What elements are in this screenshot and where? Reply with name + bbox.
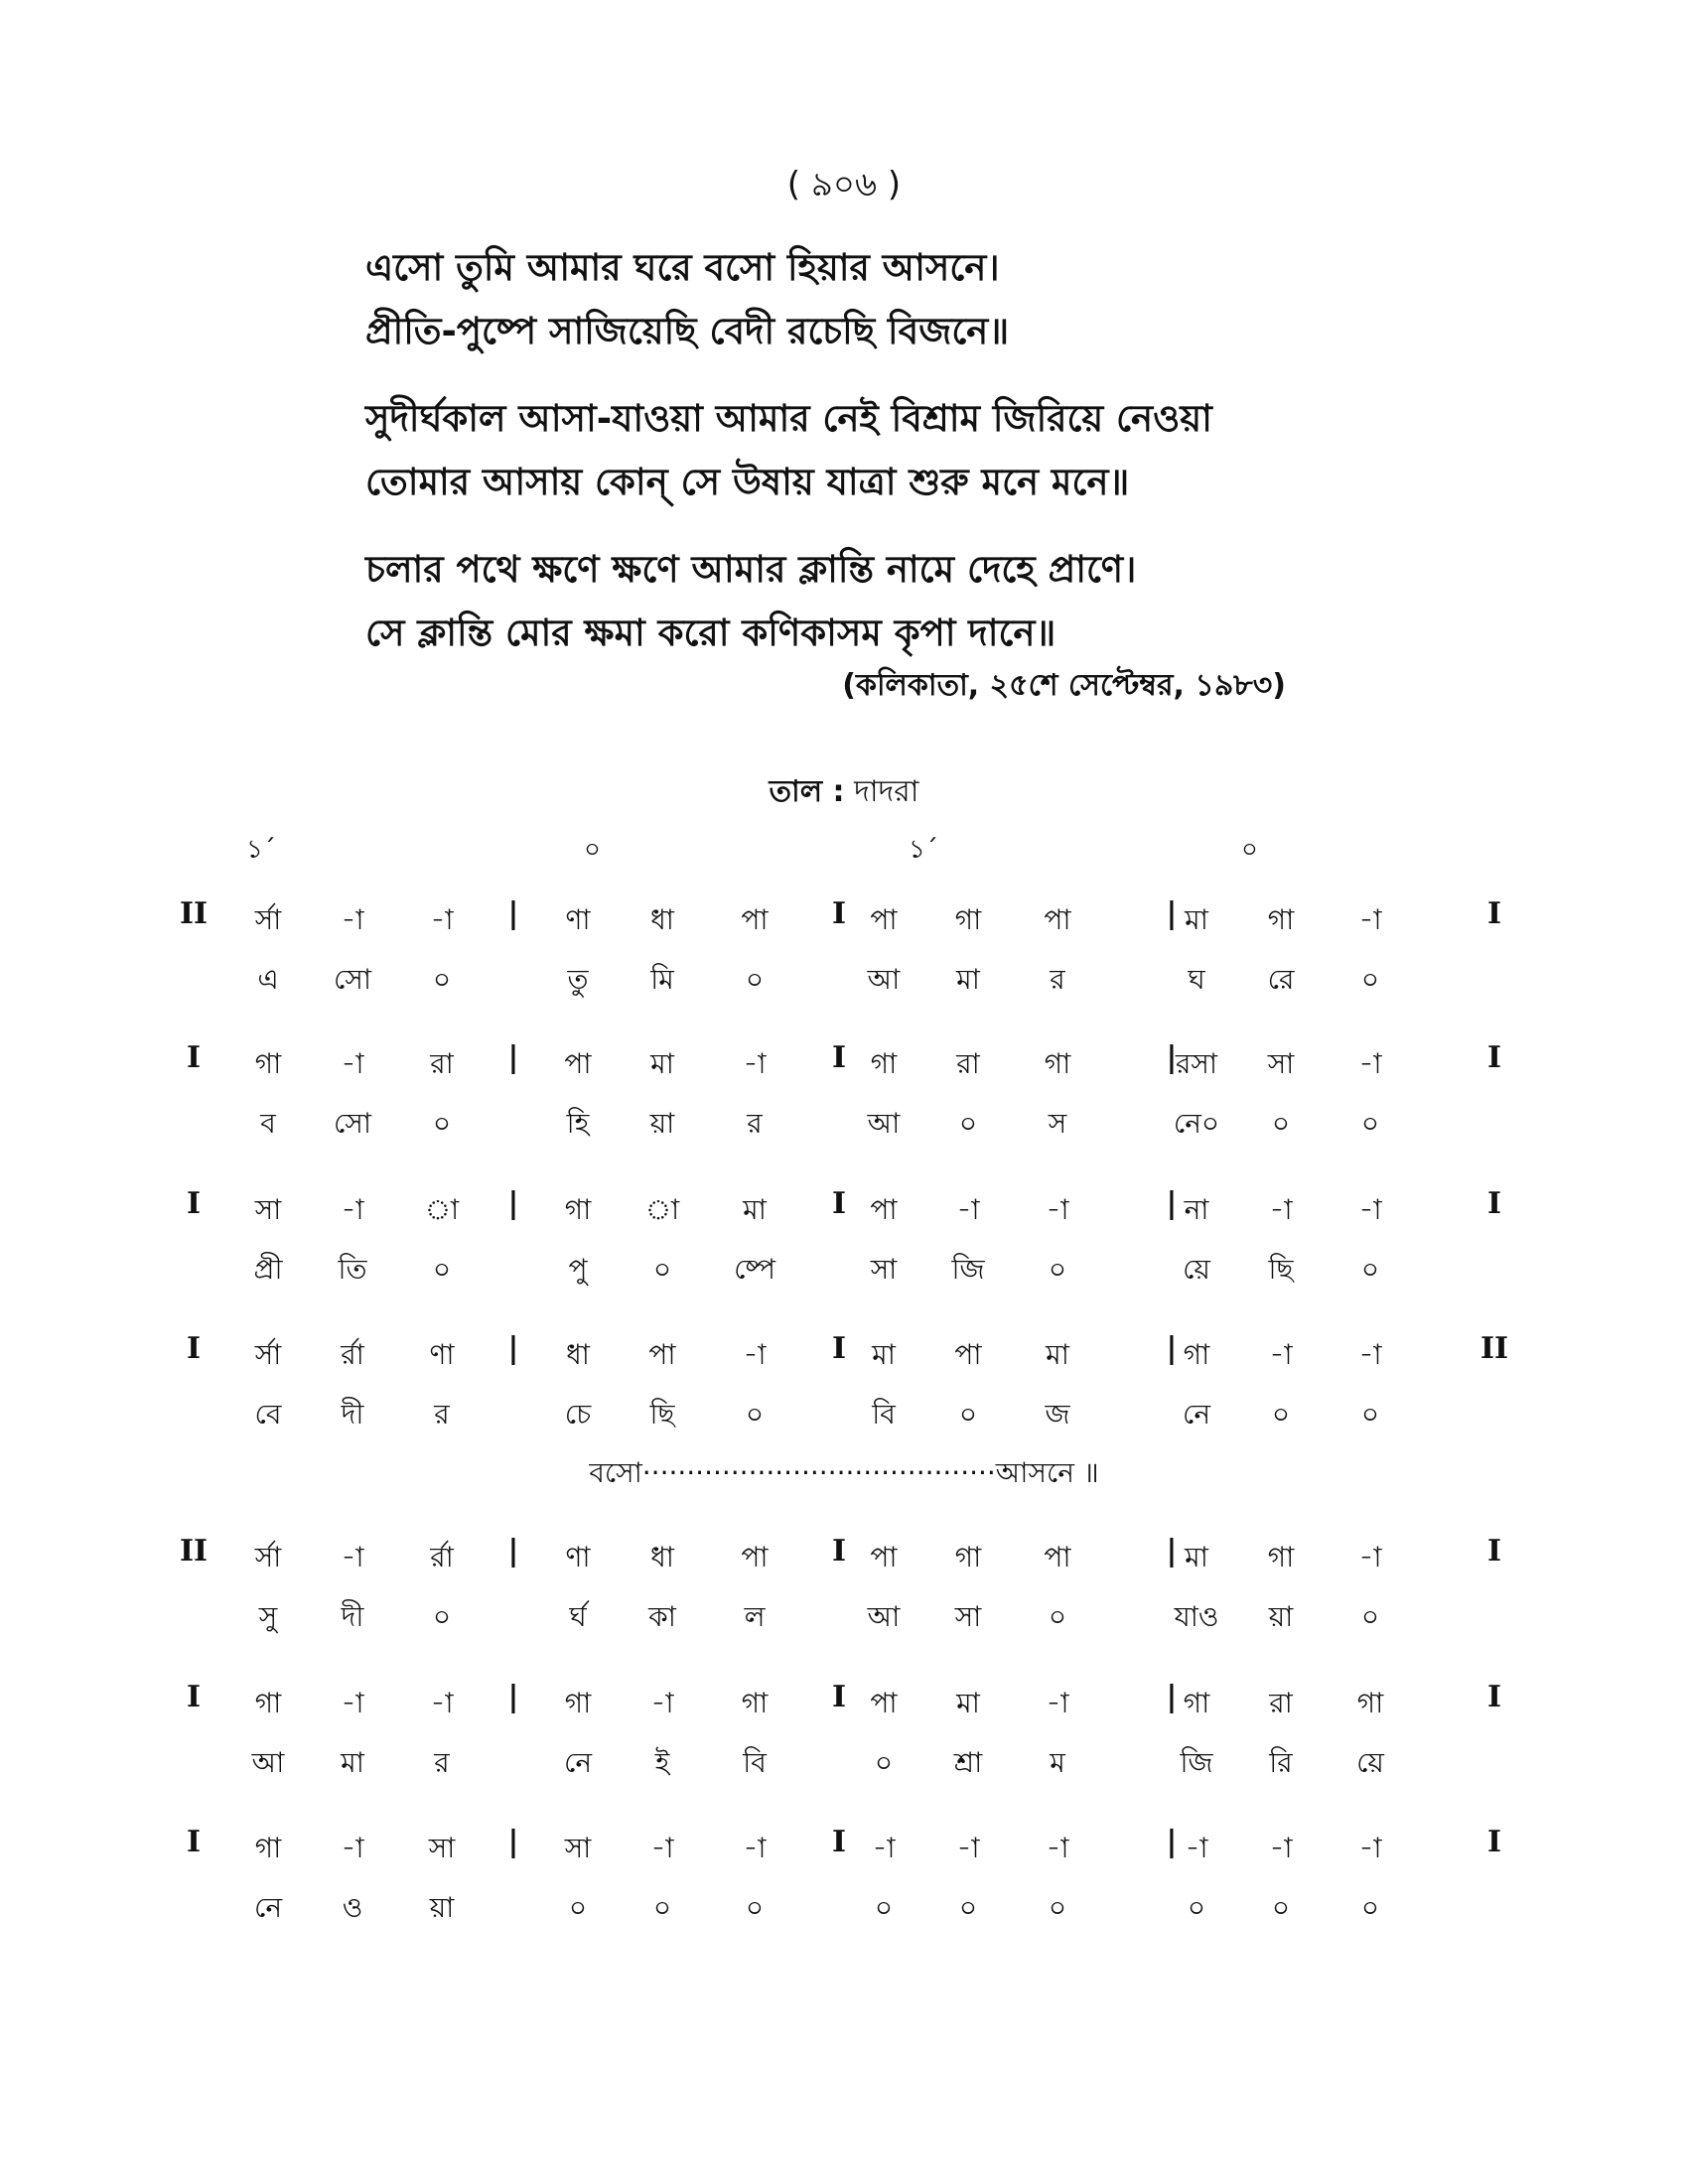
- note: -া: [956, 1832, 980, 1864]
- syllable: আ: [867, 963, 901, 996]
- note: -া: [1046, 1832, 1069, 1864]
- bar-line: I: [831, 1680, 847, 1714]
- bar-line: I: [186, 1825, 202, 1859]
- syllable: র: [747, 1107, 763, 1140]
- syllable: ০: [874, 1891, 894, 1924]
- note: -া: [341, 1047, 364, 1080]
- note: গা: [254, 1687, 282, 1719]
- bar-line: I: [1486, 1534, 1502, 1569]
- note: পা: [870, 1687, 898, 1719]
- note: ণা: [565, 1541, 591, 1573]
- note: গা: [1356, 1687, 1384, 1719]
- syllable: র: [434, 1746, 450, 1779]
- bar-line: II: [1479, 1331, 1509, 1366]
- syllable: সু: [258, 1600, 278, 1633]
- bar-line: II: [179, 1534, 209, 1569]
- syllable: ষ্পে: [734, 1253, 775, 1286]
- note: -া: [1358, 1193, 1382, 1226]
- note: পা: [741, 1541, 769, 1573]
- bar-line: |: [1166, 1040, 1178, 1075]
- syllable: ০: [745, 1398, 765, 1431]
- note: মা: [1046, 1338, 1069, 1371]
- syllable: আ: [867, 1107, 901, 1140]
- note: সা: [254, 1193, 282, 1226]
- syllable: এ: [257, 963, 279, 996]
- note: -া: [1358, 1541, 1382, 1573]
- syllable: ০: [1360, 1253, 1380, 1286]
- syllable: তি: [338, 1253, 367, 1286]
- syllable: ০: [1048, 1600, 1067, 1633]
- note: সা: [1267, 1047, 1295, 1080]
- syllable: ম: [1050, 1746, 1065, 1779]
- syllable: মা: [956, 963, 980, 996]
- syllable: ০: [652, 1891, 672, 1924]
- lyric-line: সে ক্লান্তি মোর ক্ষমা করো কণিকাসম কৃপা দানে॥: [365, 612, 1056, 654]
- syllable: ০: [432, 1107, 452, 1140]
- note: ধা: [650, 1541, 674, 1573]
- lyric-line: তোমার আসায় কোন্ সে উষায় যাত্রা শুরু মনে মনে॥: [365, 461, 1130, 503]
- note: গা: [1044, 1047, 1071, 1080]
- note: না: [1184, 1193, 1209, 1226]
- note: মা: [872, 1338, 896, 1371]
- tala-label: তাল :: [769, 774, 845, 809]
- syllable: ০: [1048, 1891, 1067, 1924]
- lyric-line: প্রীতি-পুষ্পে সাজিয়েছি বেদী রচেছি বিজনে॥: [365, 310, 1010, 352]
- syllable: ০: [432, 963, 452, 996]
- bar-line: |: [1166, 1680, 1178, 1714]
- syllable: নে: [253, 1891, 283, 1924]
- note: -া: [1046, 1193, 1069, 1226]
- syllable: ০: [1360, 1891, 1380, 1924]
- note: গা: [870, 1047, 898, 1080]
- note: পা: [870, 1541, 898, 1573]
- syllable: ০: [1271, 1107, 1291, 1140]
- note: -া: [650, 1687, 674, 1719]
- syllable: সো: [334, 963, 371, 996]
- syllable: য়ে: [1356, 1746, 1384, 1779]
- note: -া: [1269, 1193, 1293, 1226]
- note: গা: [1267, 903, 1295, 936]
- bar-line: I: [1486, 896, 1502, 931]
- note: সা: [428, 1832, 456, 1864]
- syllable: ০: [1360, 1398, 1380, 1431]
- refrain-note: বসো········································আসনে ॥: [589, 1456, 1099, 1489]
- note: গা: [254, 1832, 282, 1864]
- syllable: পু: [568, 1253, 588, 1286]
- note: সা: [564, 1832, 592, 1864]
- note: -া: [743, 1338, 767, 1371]
- syllable: দী: [341, 1600, 364, 1633]
- tala-mark: ১´: [246, 835, 276, 865]
- note: -া: [341, 1687, 364, 1719]
- syllable: ছি: [1268, 1253, 1294, 1286]
- tala-mark: ০: [584, 835, 601, 865]
- syllable: ০: [958, 1891, 978, 1924]
- tala-name: দাদরা: [854, 774, 919, 809]
- bar-line: I: [1486, 1186, 1502, 1221]
- note: মা: [956, 1687, 980, 1719]
- syllable: জি: [951, 1253, 985, 1286]
- syllable: শ্রা: [953, 1746, 983, 1779]
- syllable: যাও: [1174, 1600, 1219, 1633]
- note: মা: [650, 1047, 674, 1080]
- syllable: ০: [745, 1891, 765, 1924]
- bar-line: I: [831, 1186, 847, 1221]
- note: রা: [430, 1047, 454, 1080]
- bar-line: I: [186, 1680, 202, 1714]
- note: মা: [1185, 1541, 1208, 1573]
- syllable: র: [434, 1398, 450, 1431]
- syllable: হি: [566, 1107, 590, 1140]
- bar-line: I: [186, 1331, 202, 1366]
- note: -া: [430, 1687, 454, 1719]
- syllable: ঘ: [1188, 963, 1205, 996]
- note: -া: [341, 903, 364, 936]
- note: া: [424, 1193, 460, 1226]
- note: পা: [954, 1338, 982, 1371]
- bar-line: I: [1486, 1040, 1502, 1075]
- syllable: তু: [567, 963, 589, 996]
- syllable: রি: [1269, 1746, 1293, 1779]
- syllable: ০: [568, 1891, 588, 1924]
- bar-line: |: [1166, 1186, 1178, 1221]
- bar-line: I: [831, 1331, 847, 1366]
- syllable: ০: [1271, 1891, 1291, 1924]
- note: গা: [564, 1193, 592, 1226]
- syllable: ০: [745, 963, 765, 996]
- bar-line: II: [179, 896, 209, 931]
- syllable: মা: [341, 1746, 364, 1779]
- note: -া: [1358, 903, 1382, 936]
- note: পা: [870, 903, 898, 936]
- note: রা: [1269, 1687, 1293, 1719]
- syllable: ল: [744, 1600, 766, 1633]
- syllable: স: [1048, 1107, 1067, 1140]
- syllable: ০: [1360, 963, 1380, 996]
- note: ধা: [566, 1338, 590, 1371]
- note: -া: [743, 1047, 767, 1080]
- bar-line: |: [1166, 1331, 1178, 1366]
- syllable: য়ে: [1183, 1253, 1210, 1286]
- note: গা: [1183, 1687, 1210, 1719]
- syllable: সা: [954, 1600, 982, 1633]
- tala-mark: ০: [1241, 835, 1258, 865]
- note: র্সা: [254, 1541, 282, 1573]
- bar-line: I: [831, 1825, 847, 1859]
- note: র্রা: [430, 1541, 454, 1573]
- note: পা: [1044, 1541, 1071, 1573]
- bar-line: |: [507, 1186, 519, 1221]
- syllable: ০: [1048, 1253, 1067, 1286]
- note: -া: [650, 1832, 674, 1864]
- note: পা: [741, 903, 769, 936]
- note: পা: [564, 1047, 592, 1080]
- syllable: সা: [870, 1253, 898, 1286]
- syllable: ০: [432, 1253, 452, 1286]
- bar-line: |: [507, 1331, 519, 1366]
- bar-line: |: [1166, 896, 1178, 931]
- note: গা: [1267, 1541, 1295, 1573]
- note: ধা: [650, 903, 674, 936]
- syllable: বে: [254, 1398, 282, 1431]
- note: -া: [956, 1193, 980, 1226]
- note: -া: [341, 1541, 364, 1573]
- syllable: য়া: [1268, 1600, 1294, 1633]
- note: রা: [956, 1047, 980, 1080]
- note: ণা: [565, 903, 591, 936]
- note: -া: [1269, 1338, 1293, 1371]
- note: র্রা: [341, 1338, 364, 1371]
- syllable: মি: [650, 963, 674, 996]
- lyric-line: সুদীর্ঘকাল আসা-যাওয়া আমার নেই বিশ্রাম জিরিয়ে নেওয়া: [365, 397, 1212, 440]
- syllable: নে: [1182, 1398, 1211, 1431]
- note: গা: [954, 1541, 982, 1573]
- note: -া: [1269, 1832, 1293, 1864]
- bar-line: |: [507, 1825, 519, 1859]
- syllable: ব: [260, 1107, 276, 1140]
- note: -া: [1185, 1832, 1208, 1864]
- place-date: (কলিকাতা, ২৫শে সেপ্টেম্বর, ১৯৮৩): [842, 668, 1286, 703]
- bar-line: |: [1166, 1825, 1178, 1859]
- note: র্সা: [254, 903, 282, 936]
- syllable: রে: [1267, 963, 1295, 996]
- syllable: য়া: [429, 1891, 455, 1924]
- bar-line: I: [831, 1040, 847, 1075]
- syllable: য়া: [649, 1107, 675, 1140]
- syllable: নে০: [1173, 1107, 1220, 1140]
- note: গা: [564, 1687, 592, 1719]
- note: -া: [341, 1193, 364, 1226]
- syllable: আ: [251, 1746, 285, 1779]
- syllable: ০: [874, 1746, 894, 1779]
- note: া: [644, 1193, 680, 1226]
- note: -া: [430, 903, 454, 936]
- syllable: আ: [867, 1600, 901, 1633]
- note: পা: [1044, 903, 1071, 936]
- note: -া: [341, 1832, 364, 1864]
- bar-line: I: [1486, 1680, 1502, 1714]
- syllable: ০: [1360, 1600, 1380, 1633]
- note: পা: [648, 1338, 676, 1371]
- bar-line: I: [1486, 1825, 1502, 1859]
- bar-line: |: [507, 1680, 519, 1714]
- syllable: ও: [342, 1891, 363, 1924]
- page-number: ( ৯০৬ ): [786, 165, 902, 205]
- syllable: ০: [1187, 1891, 1206, 1924]
- syllable: বি: [872, 1398, 896, 1431]
- bar-line: |: [507, 896, 519, 931]
- syllable: নে: [563, 1746, 593, 1779]
- note: গা: [254, 1047, 282, 1080]
- note: গা: [954, 903, 982, 936]
- note: র্সা: [254, 1338, 282, 1371]
- lyric-line: এসো তুমি আমার ঘরে বসো হিয়ার আসনে।: [365, 246, 1000, 289]
- note: পা: [870, 1193, 898, 1226]
- syllable: ই: [654, 1746, 670, 1779]
- bar-line: I: [831, 896, 847, 931]
- syllable: ০: [652, 1253, 672, 1286]
- note: -া: [1358, 1338, 1382, 1371]
- syllable: ছি: [649, 1398, 675, 1431]
- bar-line: |: [507, 1040, 519, 1075]
- syllable: ০: [432, 1600, 452, 1633]
- syllable: সো: [334, 1107, 371, 1140]
- note: গা: [1183, 1338, 1210, 1371]
- note: -া: [872, 1832, 896, 1864]
- syllable: চে: [564, 1398, 592, 1431]
- syllable: ০: [958, 1107, 978, 1140]
- tala-mark: ১´: [909, 835, 938, 865]
- syllable: দী: [341, 1398, 364, 1431]
- syllable: র: [1050, 963, 1065, 996]
- note: মা: [743, 1193, 767, 1226]
- note: -া: [1358, 1832, 1382, 1864]
- bar-line: I: [186, 1186, 202, 1221]
- note: -া: [1046, 1687, 1069, 1719]
- lyric-line: চলার পথে ক্ষণে ক্ষণে আমার ক্লান্তি নামে দেহে প্রাণে।: [365, 548, 1137, 591]
- syllable: জ: [1045, 1398, 1070, 1431]
- bar-line: |: [1166, 1534, 1178, 1569]
- syllable: ০: [1360, 1107, 1380, 1140]
- bar-line: I: [831, 1534, 847, 1569]
- syllable: র্ঘ: [569, 1600, 587, 1633]
- syllable: প্রী: [253, 1253, 283, 1286]
- note: -া: [1358, 1047, 1382, 1080]
- note: ণা: [429, 1338, 455, 1371]
- syllable: জি: [1180, 1746, 1213, 1779]
- note: রসা: [1175, 1047, 1218, 1080]
- note: মা: [1185, 903, 1208, 936]
- note: -া: [743, 1832, 767, 1864]
- syllable: ০: [1271, 1398, 1291, 1431]
- bar-line: I: [186, 1040, 202, 1075]
- note: গা: [741, 1687, 769, 1719]
- syllable: বি: [743, 1746, 767, 1779]
- bar-line: |: [507, 1534, 519, 1569]
- syllable: ০: [958, 1398, 978, 1431]
- syllable: কা: [648, 1600, 676, 1633]
